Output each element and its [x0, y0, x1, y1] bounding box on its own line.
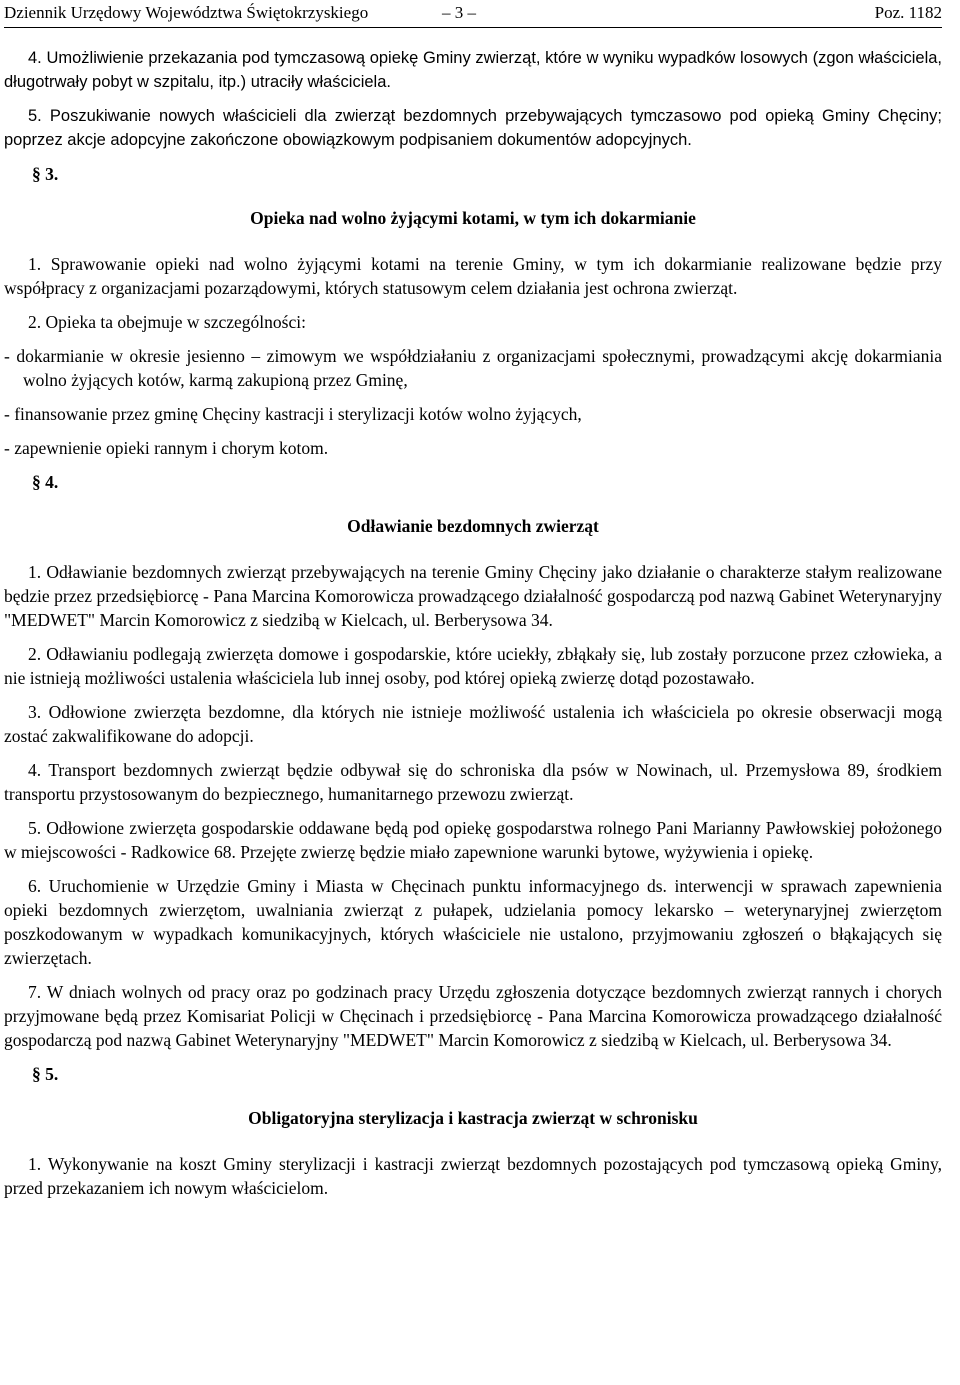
- section-4-mark: § 4.: [32, 472, 59, 492]
- section-3-title: Opieka nad wolno żyjącymi kotami, w tym ich dokarmianie: [250, 208, 696, 228]
- section-4-paragraph-3: 3. Odłowione zwierzęta bezdomne, dla których nie istnieje możliwość ustalenia ich właściciela po okresie obserwacji mogą zostać zakwalifikowane do adopcji.: [4, 702, 942, 746]
- section-5-paragraph-1: 1. Wykonywanie na koszt Gminy sterylizacji i kastracji zwierząt bezdomnych pozostających pod tymczasową opieką Gminy, przed przekazaniem ich nowym właścicielom.: [4, 1154, 942, 1198]
- section-5-title: Obligatoryjna sterylizacja i kastracja zwierząt w schronisku: [248, 1108, 698, 1128]
- list-item: - finansowanie przez gminę Chęciny kastracji i sterylizacji kotów wolno żyjących,: [4, 404, 582, 424]
- document-body: [4, 46, 942, 1210]
- paragraph-prev-4: 4. Umożliwienie przekazania pod tymczasową opiekę Gminy zwierząt, które w wyniku wypadków losowych (zgon właściciela, długotrwały pobyt w szpitalu, itp.) utraciły właściciela.: [4, 49, 942, 91]
- header-divider: [4, 27, 942, 28]
- list-item: - dokarmianie w okresie jesienno – zimowym we współdziałaniu z organizacjami społecznymi, prowadzącymi akcję dokarmiania wolno żyjących kotów, karmą zakupioną przez Gminę,: [4, 346, 942, 390]
- section-4-title: Odławianie bezdomnych zwierząt: [347, 516, 599, 536]
- paragraph-prev-5: 5. Poszukiwanie nowych właścicieli dla zwierząt bezdomnych przebywających tymczasowo pod opieką Gminy Chęciny; poprzez akcje adopcyjne zakończone obowiązkowym podpisaniem dokumentów adopcyjnych.: [4, 107, 942, 149]
- section-4-paragraph-5: 5. Odłowione zwierzęta gospodarskie oddawane będą pod opiekę gospodarstwa rolnego Pani Marianny Pawłowskiej położonego w miejscowości - Radkowice 68. Przejęte zwierzę będzie miało zapewnione warunki bytowe, wyżywienia i opiekę.: [4, 818, 942, 862]
- page-header: [4, 1, 942, 25]
- section-3-paragraph-1: 1. Sprawowanie opieki nad wolno żyjącymi kotami na terenie Gminy, w tym ich dokarmianie realizowane będzie przy współpracy z organizacjami pozarządowymi, których statusowym celem działania jest ochrona zwierząt.: [4, 254, 942, 298]
- section-4-paragraph-7: 7. W dniach wolnych od pracy oraz po godzinach pracy Urzędu zgłoszenia dotyczące bezdomnych zwierząt rannych i chorych przyjmowane będą przez Komisariat Policji w Chęcinach i przedsiębiorcę - Pana Marcina Komorowicza prowadzącego działalność gospodarczą pod nazwą Gabinet Weterynaryjny "MEDWET" Marcin Komorowicz z siedzibą w Kielcach, ul. Berberysowa 34.: [4, 982, 942, 1050]
- section-3-mark: § 3.: [32, 164, 59, 184]
- section-4-paragraph-1: 1. Odławianie bezdomnych zwierząt przebywających na terenie Gminy Chęciny jako działanie o charakterze stałym realizowane będzie przez przedsiębiorcę - Pana Marcina Komorowicza prowadzącego działalność gospodarczą pod nazwą Gabinet Weterynaryjny "MEDWET" Marcin Komorowicz z siedzibą w Kielcach, ul. Berberysowa 34.: [4, 562, 942, 630]
- section-4-paragraph-4: 4. Transport bezdomnych zwierząt będzie odbywał się do schroniska dla psów w Nowinach, ul. Przemysłowa 89, środkiem transportu przystosowanym do bezpiecznego, humanitarnego przewozu zwierząt.: [4, 760, 942, 804]
- journal-title: Dziennik Urzędowy Województwa Świętokrzyskiego: [4, 3, 369, 22]
- section-5-mark: § 5.: [32, 1064, 59, 1084]
- section-4-paragraph-6: 6. Uruchomienie w Urzędzie Gminy i Miasta w Chęcinach punktu informacyjnego ds. interwencji w sprawach zapewnienia opieki bezdomnych zwierzętom, uwalniania zwierząt z pułapek, udzielania pomocy lekarsko – weterynaryjnej zwierzętom poszkodowanym w wypadkach komunikacyjnych, których właściciele nie ustalono, przyjmowaniu zgłoszeń o błąkających się zwierzętach.: [4, 876, 942, 968]
- section-3-paragraph-2: 2. Opieka ta obejmuje w szczególności:: [28, 312, 306, 332]
- page-number: – 3 –: [442, 3, 476, 22]
- section-4-paragraph-2: 2. Odławianiu podlegają zwierzęta domowe i gospodarskie, które uciekły, zbłąkały się, lub zostały porzucone przez człowieka, a nie istnieją możliwości ustalenia właściciela lub innej osoby, pod której opieką zwierzę dotąd pozostawało.: [4, 644, 942, 688]
- list-item: - zapewnienie opieki rannym i chorym kotom.: [4, 438, 329, 458]
- position-number: Poz. 1182: [874, 3, 942, 22]
